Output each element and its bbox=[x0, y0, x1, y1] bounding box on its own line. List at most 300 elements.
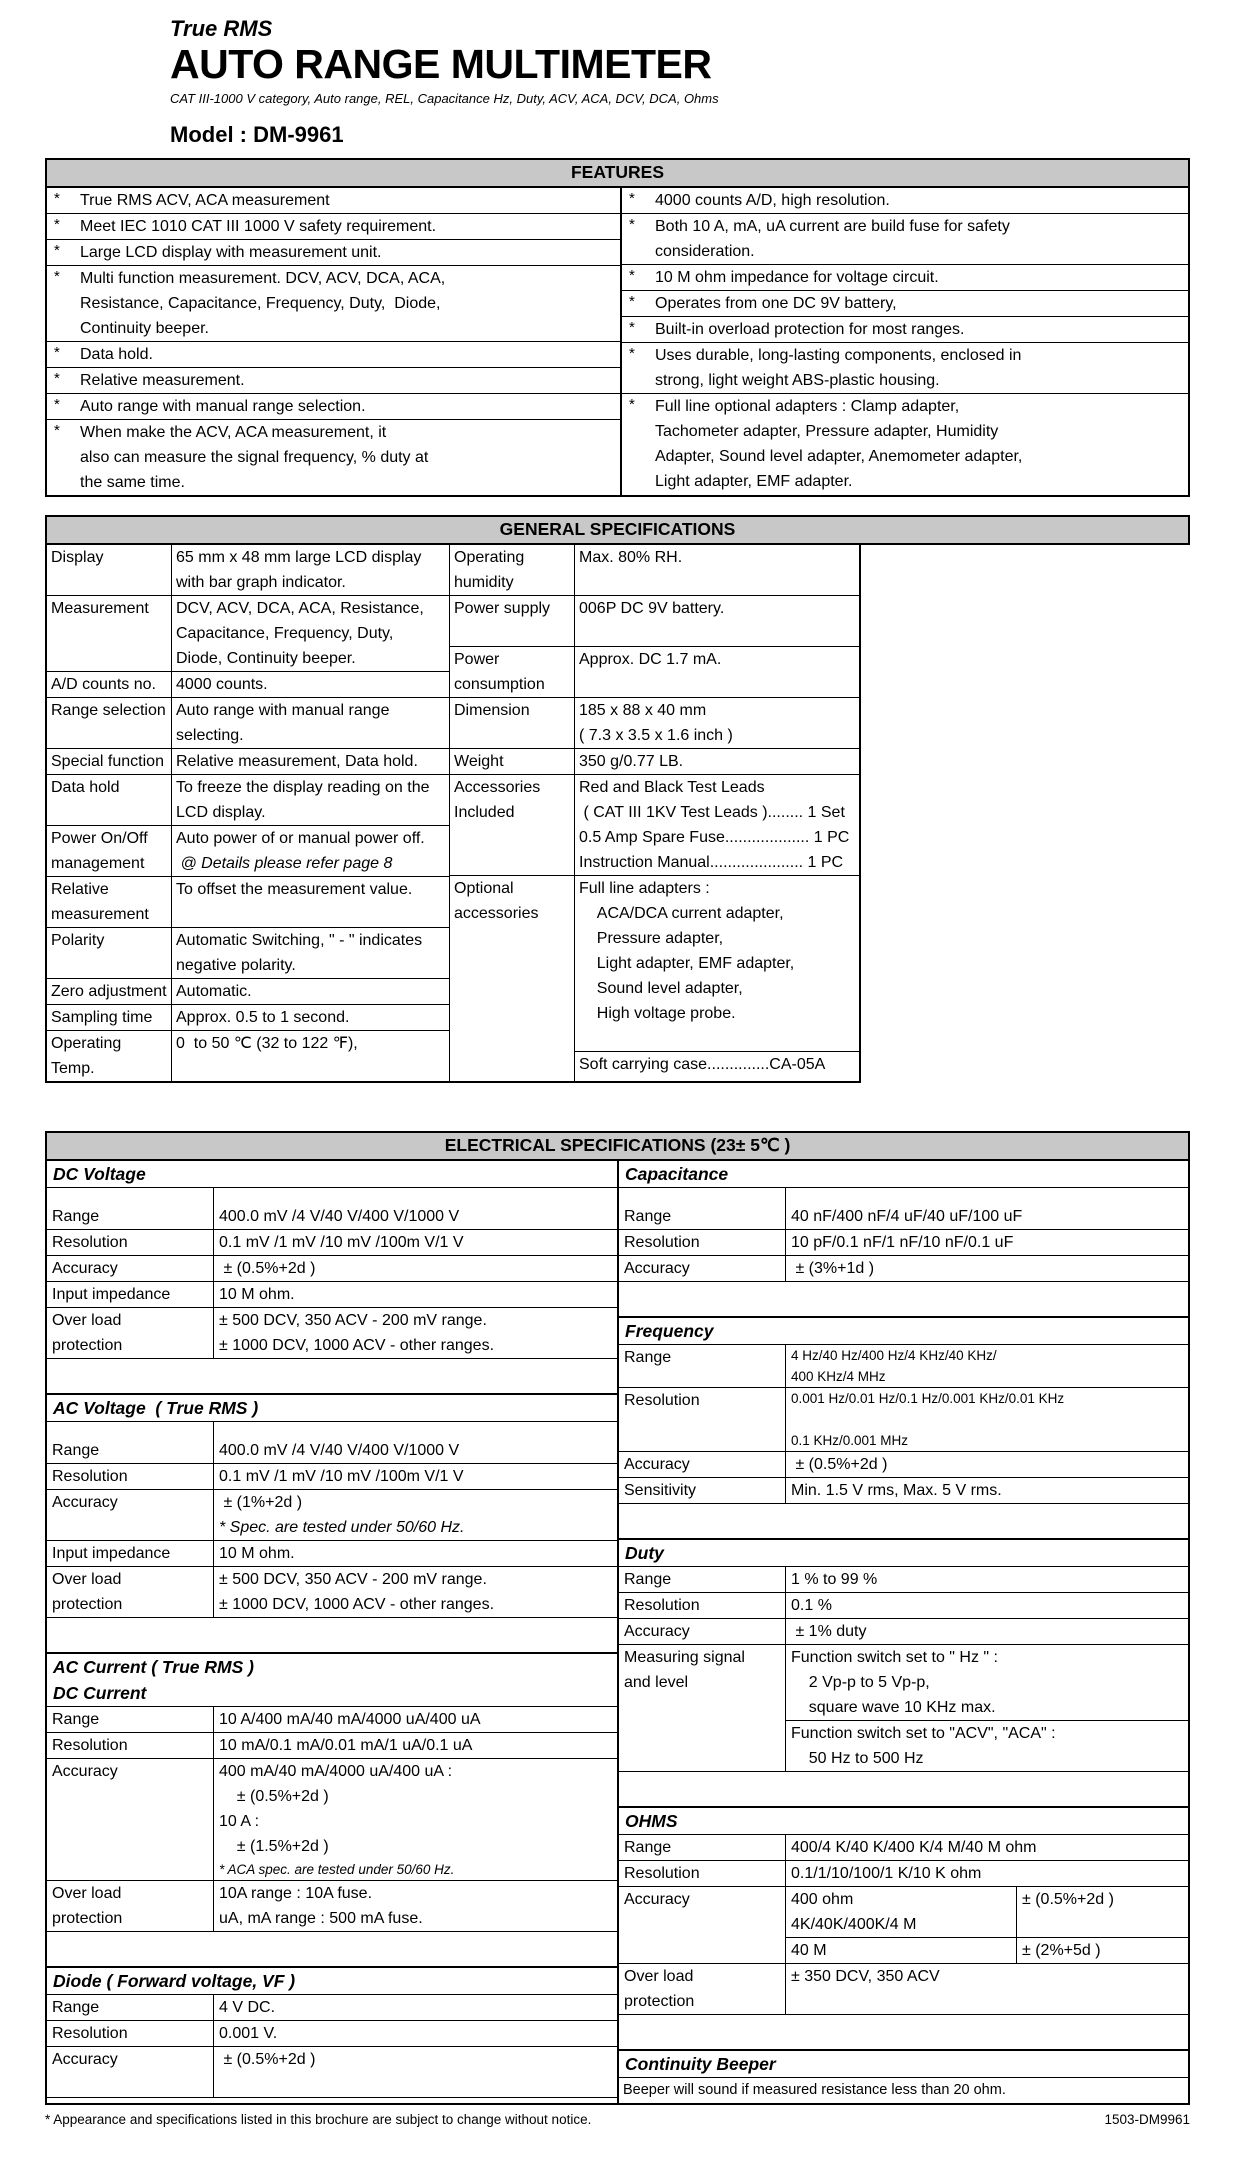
spec-label bbox=[47, 1995, 214, 2020]
spec-value bbox=[575, 596, 859, 646]
text-line: 0.001 Hz/0.01 Hz/0.1 Hz/0.001 KHz/0.01 KHz bbox=[791, 1391, 1065, 1406]
spec-label bbox=[47, 672, 172, 697]
spec-section bbox=[619, 2049, 1188, 2103]
spec-value bbox=[172, 749, 449, 774]
text-line: High voltage probe. bbox=[579, 1005, 736, 1022]
text-line: Operates from one DC 9V battery, bbox=[655, 295, 897, 312]
spec-value bbox=[214, 1490, 617, 1540]
bullet-star: * bbox=[629, 319, 635, 336]
spec-value bbox=[786, 1887, 1188, 1963]
text-line: Resolution bbox=[52, 1737, 128, 1754]
text-line: AC Voltage ( True RMS ) bbox=[53, 1398, 259, 1418]
text-line: Resistance, Capacitance, Frequency, Duty, Diode, bbox=[80, 295, 441, 312]
text-line: 400.0 mV /4 V/40 V/400 V/1000 V bbox=[219, 1208, 460, 1225]
spec-value bbox=[575, 876, 859, 1081]
text-line: Power supply bbox=[454, 600, 551, 617]
text-line: ± (0.5%+2d ) bbox=[791, 1456, 888, 1473]
text-line: Soft carrying case..............CA-05A bbox=[579, 1056, 826, 1073]
spec-label bbox=[47, 979, 172, 1004]
spec-row bbox=[619, 1645, 1188, 1772]
feature-item bbox=[622, 394, 1188, 495]
section-heading bbox=[47, 1161, 617, 1188]
spec-row bbox=[619, 1964, 1188, 2015]
text-line bbox=[219, 2072, 612, 2097]
spec-value bbox=[786, 1645, 1188, 1771]
spec-row bbox=[47, 1733, 617, 1759]
true-rms-label: True RMS bbox=[170, 16, 273, 41]
spec-value bbox=[575, 698, 859, 748]
feature-item bbox=[622, 343, 1188, 394]
accuracy-subrow bbox=[786, 1937, 1188, 1963]
spec-label bbox=[619, 1478, 786, 1503]
spec-label bbox=[47, 1707, 214, 1732]
text-line: 40 M bbox=[791, 1942, 827, 1959]
bullet-star: * bbox=[54, 396, 60, 413]
features-section-title: FEATURES bbox=[45, 158, 1190, 188]
footer-note: * Appearance and specifications listed in this brochure are subject to change without notice. bbox=[45, 2112, 592, 2127]
spec-row bbox=[450, 749, 859, 775]
spec-value bbox=[172, 596, 449, 671]
text-line: 350 g/0.77 LB. bbox=[579, 753, 684, 770]
text-line: 006P DC 9V battery. bbox=[579, 600, 725, 617]
text-line: Zero adjustment bbox=[51, 983, 167, 1000]
section-heading bbox=[619, 2051, 1188, 2078]
spec-section bbox=[47, 1966, 617, 2098]
text-line: 4 Hz/40 Hz/400 Hz/4 KHz/40 KHz/ bbox=[791, 1348, 997, 1363]
spec-value bbox=[786, 1452, 1188, 1477]
text-line: Auto range with manual range selection. bbox=[80, 398, 366, 415]
text-line: DCV, ACV, DCA, ACA, Resistance, bbox=[176, 600, 424, 617]
text-line: * Spec. are tested under 50/60 Hz. bbox=[219, 1519, 465, 1536]
text-line: 0.1 mV /1 mV /10 mV /100m V/1 V bbox=[219, 1234, 464, 1251]
spec-label bbox=[619, 1188, 786, 1229]
text-line: Function switch set to " Hz " : bbox=[791, 1649, 998, 1666]
text-line: A/D counts no. bbox=[51, 676, 156, 693]
footer-doc-code: 1503-DM9961 bbox=[1104, 2112, 1190, 2127]
text-line: Relative measurement, Data hold. bbox=[176, 753, 418, 770]
text-line: ± 500 DCV, 350 ACV - 200 mV range. bbox=[219, 1312, 487, 1329]
spec-row bbox=[47, 1422, 617, 1464]
feature-item bbox=[622, 291, 1188, 317]
spec-value bbox=[575, 775, 859, 875]
text-line: Sensitivity bbox=[624, 1482, 697, 1499]
text-line: Approx. DC 1.7 mA. bbox=[579, 651, 722, 668]
text-line: DC Voltage bbox=[53, 1164, 146, 1184]
spec-label bbox=[47, 826, 172, 876]
spec-row bbox=[47, 672, 449, 698]
text-line: ± (2%+5d ) bbox=[1022, 1942, 1101, 1959]
text-line: protection bbox=[52, 1337, 123, 1354]
feature-item bbox=[47, 394, 620, 420]
text-line: Frequency bbox=[625, 1321, 714, 1341]
spec-label bbox=[619, 1388, 786, 1451]
section-spacer bbox=[47, 1932, 617, 1966]
spec-row bbox=[47, 1541, 617, 1567]
spec-row bbox=[619, 1861, 1188, 1887]
spec-value-part bbox=[575, 876, 859, 1051]
spec-label bbox=[450, 876, 575, 1081]
text-line: ± (0.5%+2d ) bbox=[219, 2051, 316, 2068]
spec-value bbox=[786, 1345, 1188, 1387]
spec-section bbox=[619, 1538, 1188, 1772]
spec-row bbox=[619, 1188, 1188, 1230]
spec-label bbox=[619, 1861, 786, 1886]
spec-value bbox=[786, 1964, 1188, 2014]
spec-label bbox=[450, 596, 575, 646]
spec-value bbox=[214, 1422, 617, 1463]
spec-label bbox=[47, 1422, 214, 1463]
footer bbox=[45, 2111, 1190, 2129]
text-line: measurement bbox=[51, 906, 149, 923]
spec-label bbox=[619, 1645, 786, 1771]
text-line: Approx. 0.5 to 1 second. bbox=[176, 1009, 350, 1026]
spec-section bbox=[47, 1161, 617, 1359]
spec-label bbox=[47, 596, 172, 671]
text-line: 10 M ohm. bbox=[219, 1545, 295, 1562]
spec-row bbox=[619, 1345, 1188, 1388]
text-line: Diode, Continuity beeper. bbox=[176, 650, 356, 667]
text-line: Continuity Beeper bbox=[625, 2054, 776, 2074]
spec-label bbox=[47, 775, 172, 825]
features-table bbox=[45, 188, 1190, 497]
text-line: 4 V DC. bbox=[219, 1999, 276, 2016]
section-heading bbox=[47, 1654, 617, 1707]
text-line: Adapter, Sound level adapter, Anemometer adapter, bbox=[655, 448, 1023, 465]
electrical-specs-left bbox=[47, 1161, 619, 2103]
text-line: Resolution bbox=[624, 1865, 700, 1882]
text-line: 400/4 K/40 K/400 K/4 M/40 M ohm bbox=[791, 1839, 1037, 1856]
spec-row bbox=[619, 1230, 1188, 1256]
text-line: Input impedance bbox=[52, 1545, 171, 1562]
spec-row bbox=[619, 1835, 1188, 1861]
text-line bbox=[579, 621, 855, 646]
text-line: 0 to 50 ℃ (32 to 122 ℉), bbox=[176, 1035, 358, 1052]
text-line: Auto power of or manual power off. bbox=[176, 830, 425, 847]
text-line: 50 Hz to 500 Hz bbox=[791, 1750, 924, 1767]
text-line: Included bbox=[454, 804, 515, 821]
spec-value bbox=[172, 979, 449, 1004]
text-line: 0.5 Amp Spare Fuse................... 1 PC bbox=[579, 829, 850, 846]
text-line: @ Details please refer page 8 bbox=[176, 855, 393, 872]
spec-row bbox=[47, 1995, 617, 2021]
text-line: Accuracy bbox=[624, 1260, 690, 1277]
spec-row bbox=[47, 1230, 617, 1256]
text-line: Accuracy bbox=[52, 1494, 118, 1511]
section-spacer bbox=[47, 1359, 617, 1393]
text-line: Range bbox=[624, 1571, 672, 1588]
text-line: Over load bbox=[52, 1312, 122, 1329]
text-line: Power On/Off bbox=[51, 830, 148, 847]
text-line: negative polarity. bbox=[176, 957, 296, 974]
spec-row bbox=[47, 775, 449, 826]
text-line: and level bbox=[624, 1674, 689, 1691]
spec-label bbox=[47, 1256, 214, 1281]
spec-label bbox=[47, 1282, 214, 1307]
text-line: ± 1000 DCV, 1000 ACV - other ranges. bbox=[219, 1337, 495, 1354]
accuracy-subrow bbox=[786, 1887, 1188, 1937]
spec-section bbox=[619, 1316, 1188, 1504]
spec-row bbox=[450, 545, 859, 596]
spec-value bbox=[172, 698, 449, 748]
spec-row bbox=[47, 1282, 617, 1308]
text-line: Large LCD display with measurement unit. bbox=[80, 244, 382, 261]
text-line: 4000 counts. bbox=[176, 676, 268, 693]
text-line: Input impedance bbox=[52, 1286, 171, 1303]
text-line: accessories bbox=[454, 905, 539, 922]
text-line: ± 1% duty bbox=[791, 1623, 867, 1640]
spec-row bbox=[450, 698, 859, 749]
spec-value bbox=[575, 545, 859, 595]
spec-value bbox=[172, 1005, 449, 1030]
text-line: Full line adapters : bbox=[579, 880, 710, 897]
category-subtitle: CAT III-1000 V category, Auto range, REL, Capacitance Hz, Duty, ACV, ACA, DCV, DCA, Ohms bbox=[170, 91, 719, 106]
bullet-star: * bbox=[54, 242, 60, 259]
feature-text bbox=[655, 265, 1186, 290]
spec-row bbox=[47, 1707, 617, 1733]
text-line: 10 M ohm. bbox=[219, 1286, 295, 1303]
spec-label bbox=[47, 1759, 214, 1880]
text-line: Resolution bbox=[52, 1234, 128, 1251]
feature-item bbox=[47, 188, 620, 214]
text-line: Relative bbox=[51, 881, 109, 898]
text-line bbox=[791, 1989, 1183, 2014]
section-heading bbox=[619, 1318, 1188, 1345]
spec-label bbox=[47, 1881, 214, 1931]
spec-label bbox=[619, 1835, 786, 1860]
text-line: also can measure the signal frequency, % duty at bbox=[80, 449, 429, 466]
spec-row bbox=[47, 545, 449, 596]
spec-row bbox=[619, 1452, 1188, 1478]
text-line: Duty bbox=[625, 1543, 664, 1563]
spec-label bbox=[619, 1230, 786, 1255]
bullet-star: * bbox=[54, 190, 60, 207]
electrical-specs-table bbox=[45, 1161, 1190, 2105]
text-line: To offset the measurement value. bbox=[176, 881, 413, 898]
spec-row bbox=[47, 877, 449, 928]
text-line: Over load bbox=[624, 1968, 694, 1985]
spec-label bbox=[619, 1567, 786, 1592]
spec-row bbox=[47, 1567, 617, 1618]
text-line: Automatic. bbox=[176, 983, 252, 1000]
section-spacer bbox=[619, 1504, 1188, 1538]
text-line: 0.1 % bbox=[791, 1597, 832, 1614]
spec-row bbox=[450, 596, 859, 647]
spec-value bbox=[172, 826, 449, 876]
text-line: 10 A : bbox=[219, 1813, 260, 1830]
spec-value bbox=[214, 2047, 617, 2097]
spec-row bbox=[47, 1490, 617, 1541]
text-line: Light adapter, EMF adapter, bbox=[579, 955, 795, 972]
text-line bbox=[176, 902, 445, 927]
spec-row bbox=[47, 1759, 617, 1881]
bullet-star: * bbox=[629, 396, 635, 413]
text-line: protection bbox=[52, 1596, 123, 1613]
text-line: Range bbox=[624, 1839, 672, 1856]
text-line: ± (0.5%+2d ) bbox=[1022, 1891, 1114, 1908]
text-line: Range bbox=[624, 1349, 672, 1366]
spec-label bbox=[619, 1964, 786, 2014]
spec-row bbox=[450, 647, 859, 698]
feature-text bbox=[80, 342, 618, 367]
text-line: Beeper will sound if measured resistance less than 20 ohm. bbox=[623, 2082, 1006, 2098]
spec-value bbox=[172, 877, 449, 927]
spec-label bbox=[619, 1256, 786, 1281]
spec-row bbox=[47, 1005, 449, 1031]
spec-section bbox=[619, 1161, 1188, 1282]
spec-value bbox=[575, 749, 859, 774]
section-heading bbox=[619, 1540, 1188, 1567]
spec-row bbox=[47, 1464, 617, 1490]
text-line: 2 Vp-p to 5 Vp-p, bbox=[791, 1674, 930, 1691]
spec-label bbox=[47, 545, 172, 595]
feature-text bbox=[80, 266, 618, 341]
general-specs-table bbox=[45, 545, 861, 1083]
text-line: LCD display. bbox=[176, 804, 266, 821]
spec-label bbox=[47, 1031, 172, 1081]
spec-label bbox=[47, 1733, 214, 1758]
text-line: Both 10 A, mA, uA current are build fuse for safety bbox=[655, 218, 1010, 235]
text-line: Accuracy bbox=[52, 1763, 118, 1780]
text-line: When make the ACV, ACA measurement, it bbox=[80, 424, 387, 441]
spec-row bbox=[450, 775, 859, 876]
text-line: Meet IEC 1010 CAT III 1000 V safety requirement. bbox=[80, 218, 437, 235]
spec-value bbox=[214, 1256, 617, 1281]
feature-text bbox=[655, 317, 1186, 342]
text-line: Sound level adapter, bbox=[579, 980, 743, 997]
bullet-star: * bbox=[629, 216, 635, 233]
bullet-star: * bbox=[54, 370, 60, 387]
spec-value bbox=[172, 545, 449, 595]
spec-label bbox=[47, 749, 172, 774]
text-line: Range bbox=[52, 1711, 100, 1728]
section-spacer bbox=[619, 1282, 1188, 1316]
text-line bbox=[791, 1409, 1183, 1430]
model-label: Model : DM-9961 bbox=[170, 122, 344, 147]
text-line: Max. 80% RH. bbox=[579, 549, 683, 566]
text-line: Pressure adapter, bbox=[579, 930, 724, 947]
general-specs-right bbox=[450, 545, 859, 1081]
spec-label bbox=[619, 1452, 786, 1477]
spec-value bbox=[214, 1230, 617, 1255]
feature-text bbox=[655, 394, 1186, 495]
text-line: AC Current ( True RMS ) bbox=[53, 1657, 254, 1677]
text-line: 65 mm x 48 mm large LCD display bbox=[176, 549, 422, 566]
text-line: protection bbox=[624, 1993, 695, 2010]
text-line: ± (1%+2d ) bbox=[219, 1494, 303, 1511]
spec-label bbox=[450, 545, 575, 595]
spec-label bbox=[619, 1345, 786, 1387]
text-line: 400 KHz/4 MHz bbox=[791, 1369, 886, 1384]
spec-value bbox=[214, 1733, 617, 1758]
text-line: To freeze the display reading on the bbox=[176, 779, 430, 796]
spec-label bbox=[47, 928, 172, 978]
spec-value bbox=[786, 1861, 1188, 1886]
spec-label bbox=[619, 1593, 786, 1618]
section-spacer bbox=[619, 2015, 1188, 2049]
text-line: 185 x 88 x 40 mm bbox=[579, 702, 707, 719]
text-line: 0.1/1/10/100/1 K/10 K ohm bbox=[791, 1865, 982, 1882]
text-line: Accuracy bbox=[52, 2051, 118, 2068]
spec-value bbox=[575, 647, 859, 697]
text-line: 10 pF/0.1 nF/1 nF/10 nF/0.1 uF bbox=[791, 1234, 1014, 1251]
feature-item bbox=[47, 214, 620, 240]
text-line: 40 nF/400 nF/4 uF/40 uF/100 uF bbox=[791, 1208, 1023, 1225]
text-line: 0.1 KHz/0.001 MHz bbox=[791, 1433, 909, 1448]
text-line: ACA/DCA current adapter, bbox=[579, 905, 784, 922]
spec-value bbox=[172, 775, 449, 825]
text-line: Measurement bbox=[51, 600, 149, 617]
text-line: Weight bbox=[454, 753, 504, 770]
text-line: Sampling time bbox=[51, 1009, 153, 1026]
spec-section bbox=[47, 1652, 617, 1932]
feature-item bbox=[47, 240, 620, 266]
text-line: consumption bbox=[454, 676, 545, 693]
text-line: ± 350 DCV, 350 ACV bbox=[791, 1968, 940, 1985]
spec-label bbox=[47, 1005, 172, 1030]
text-line: 0.1 mV /1 mV /10 mV /100m V/1 V bbox=[219, 1468, 464, 1485]
feature-text bbox=[655, 188, 1186, 213]
spec-section bbox=[619, 1806, 1188, 2015]
accuracy-value bbox=[1017, 1887, 1188, 1937]
spec-value bbox=[786, 1835, 1188, 1860]
text-line: Continuity beeper. bbox=[80, 320, 209, 337]
spec-row bbox=[47, 1256, 617, 1282]
text-line: Range bbox=[52, 1442, 100, 1459]
text-line: 10A range : 10A fuse. bbox=[219, 1885, 373, 1902]
text-line: True RMS ACV, ACA measurement bbox=[80, 192, 330, 209]
text-line: the same time. bbox=[80, 474, 185, 491]
spec-value bbox=[214, 1282, 617, 1307]
text-line: Capacitance bbox=[625, 1164, 729, 1184]
spec-value bbox=[786, 1256, 1188, 1281]
feature-text bbox=[655, 291, 1186, 316]
spec-value bbox=[786, 1230, 1188, 1255]
text-line: Accuracy bbox=[52, 1260, 118, 1277]
feature-item bbox=[47, 342, 620, 368]
text-line: Operating Temp. bbox=[51, 1035, 126, 1077]
spec-row bbox=[47, 1881, 617, 1932]
spec-label bbox=[47, 1541, 214, 1566]
text-line: DC Current bbox=[53, 1683, 147, 1703]
text-line: ± 1000 DCV, 1000 ACV - other ranges. bbox=[219, 1596, 495, 1613]
spec-label bbox=[47, 1230, 214, 1255]
text-line: consideration. bbox=[655, 243, 755, 260]
text-line: Capacitance, Frequency, Duty, bbox=[176, 625, 394, 642]
spec-row bbox=[47, 1188, 617, 1230]
spec-row bbox=[619, 1593, 1188, 1619]
spec-section bbox=[47, 1393, 617, 1618]
bullet-star: * bbox=[629, 267, 635, 284]
text-line: 400.0 mV /4 V/40 V/400 V/1000 V bbox=[219, 1442, 460, 1459]
text-line: Full line optional adapters : Clamp adapter, bbox=[655, 398, 960, 415]
spec-row bbox=[47, 1031, 449, 1081]
text-line: ± (3%+1d ) bbox=[791, 1260, 875, 1277]
feature-text bbox=[80, 240, 618, 265]
bullet-star: * bbox=[629, 293, 635, 310]
feature-item bbox=[622, 188, 1188, 214]
text-line: 400 ohm bbox=[791, 1891, 854, 1908]
spec-row bbox=[47, 979, 449, 1005]
features-column-left bbox=[47, 188, 622, 495]
text-line: Red and Black Test Leads bbox=[579, 779, 765, 796]
spec-value-part bbox=[786, 1645, 1188, 1720]
spec-row bbox=[619, 1388, 1188, 1452]
text-line: ( CAT III 1KV Test Leads )........ 1 Set bbox=[579, 804, 845, 821]
text-line bbox=[579, 1026, 855, 1051]
text-line: Accessories bbox=[454, 779, 541, 796]
spec-value-part bbox=[575, 1051, 859, 1077]
text-line: selecting. bbox=[176, 727, 244, 744]
